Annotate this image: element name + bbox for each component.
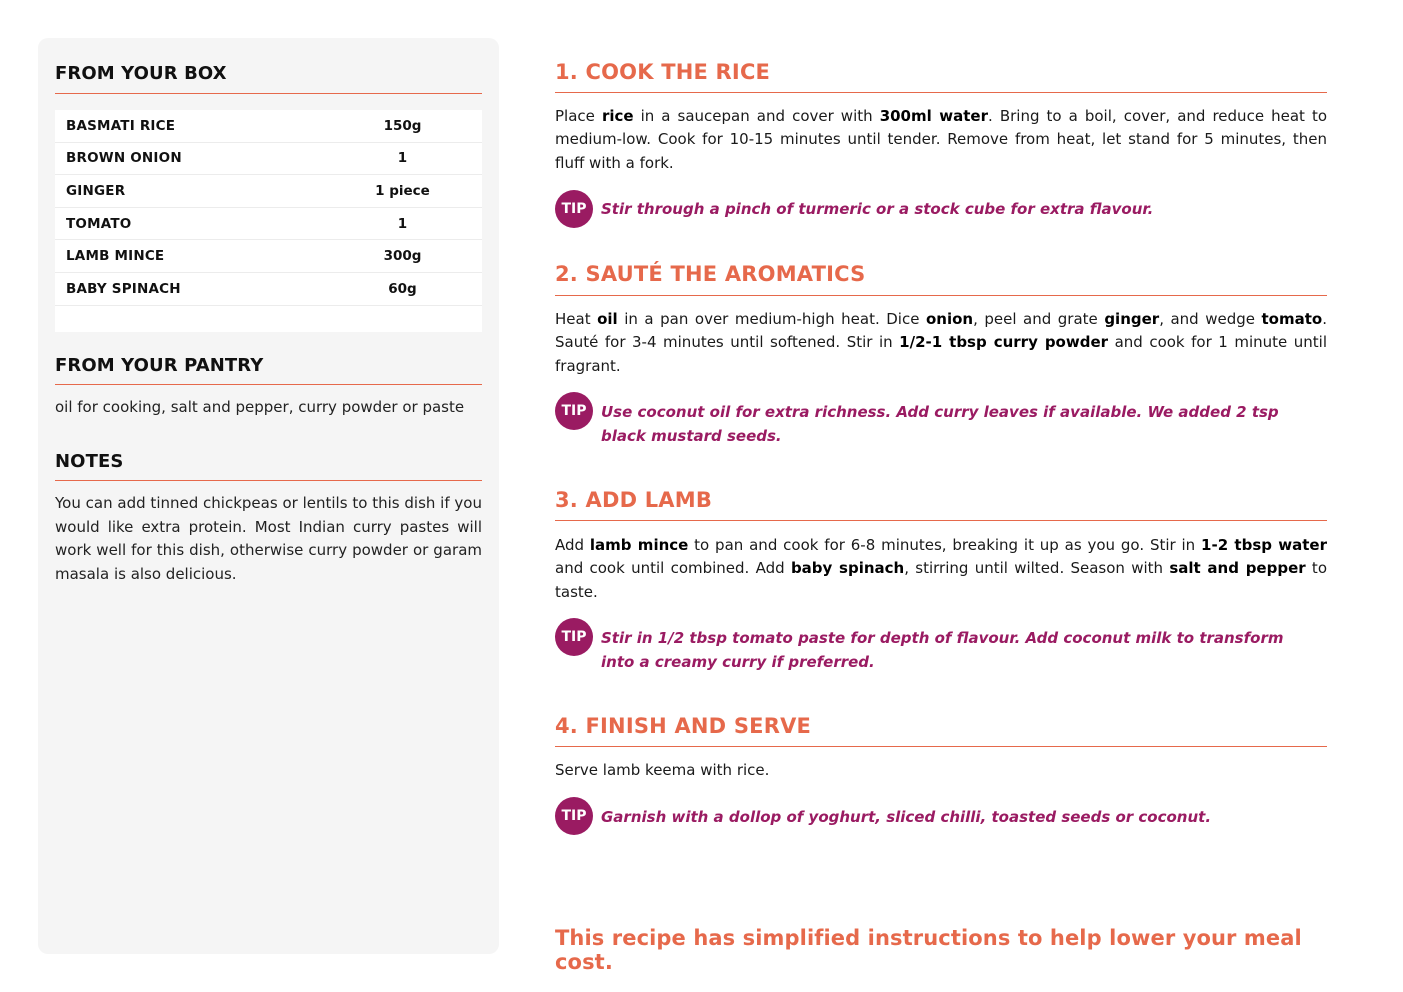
bold-ingredient: ginger bbox=[1104, 310, 1160, 328]
step-body: Add lamb mince to pan and cook for 6-8 minutes, breaking it up as you go. Stir in 1-2 tbsp water and cook until combined. Add baby spinach, stirring until wilted. Season with salt and pepper to taste. bbox=[555, 536, 1328, 601]
heading-divider bbox=[55, 384, 482, 385]
tip-text: Stir through a pinch of turmeric or a stock cube for extra flavour. bbox=[601, 200, 1154, 218]
step-title: 2. SAUTÉ THE AROMATICS bbox=[555, 262, 866, 286]
step-title: 3. ADD LAMB bbox=[555, 488, 713, 512]
heading-divider bbox=[55, 480, 482, 481]
heading-divider bbox=[55, 93, 482, 94]
tip-text: Use coconut oil for extra richness. Add curry leaves if available. We added 2 tsp black mustard seeds. bbox=[601, 403, 1279, 445]
ingredient-table bbox=[55, 110, 482, 332]
ingredient-qty: 60g bbox=[388, 280, 417, 297]
tip-badge: TIP bbox=[555, 797, 593, 835]
bold-ingredient: 300ml water bbox=[879, 107, 988, 125]
bold-ingredient: 1/2-1 tbsp curry powder bbox=[899, 333, 1109, 352]
ingredient-name: BASMATI RICE bbox=[66, 117, 176, 134]
bold-ingredient: onion bbox=[925, 310, 974, 328]
bold-ingredient: oil bbox=[597, 310, 618, 328]
footer-note: This recipe has simplified instructions to help lower your meal cost. bbox=[555, 926, 1302, 974]
step-body: Serve lamb keema with rice. bbox=[555, 761, 770, 779]
step-body: Place rice in a saucepan and cover with 300ml water. Bring to a boil, cover, and reduce heat to medium-low. Cook for 10-15 minutes until tender. Remove from heat, let stand for 5 minutes, then fluff with a fork. bbox=[555, 107, 1328, 172]
ingredient-name: GINGER bbox=[66, 182, 126, 199]
tip-badge: TIP bbox=[555, 392, 593, 430]
ingredient-row bbox=[55, 175, 482, 208]
bold-ingredient: rice bbox=[601, 107, 634, 125]
step-title: 1. COOK THE RICE bbox=[555, 60, 771, 84]
step-divider bbox=[555, 92, 1327, 93]
from-your-pantry-heading: FROM YOUR PANTRY bbox=[55, 355, 264, 376]
ingredient-name: BROWN ONION bbox=[66, 150, 182, 167]
bold-ingredient: tomato bbox=[1261, 310, 1323, 328]
ingredients-panel bbox=[38, 38, 499, 954]
pantry-text: oil for cooking, salt and pepper, curry powder or paste bbox=[55, 398, 465, 416]
bold-ingredient: salt and pepper bbox=[1169, 559, 1306, 578]
ingredient-row bbox=[55, 240, 482, 273]
ingredient-row bbox=[55, 110, 482, 143]
ingredient-qty: 1 bbox=[397, 215, 408, 232]
tip-text: Stir in 1/2 tbsp tomato paste for depth of flavour. Add coconut milk to transform into a creamy curry if preferred. bbox=[601, 629, 1284, 671]
bold-ingredient: baby spinach bbox=[790, 559, 905, 578]
step-title: 4. FINISH AND SERVE bbox=[555, 714, 812, 738]
notes-text: You can add tinned chickpeas or lentils to this dish if you would like extra protein. Most Indian curry pastes will work well for this dish, otherwise curry powder or garam masala is also delicious. bbox=[55, 494, 482, 583]
step-body: Heat oil in a pan over medium-high heat. Dice onion, peel and grate ginger, and wedge tomato. Sauté for 3-4 minutes until softened. Stir in 1/2-1 tbsp curry powder and cook for 1 minute until fragrant. bbox=[555, 310, 1328, 375]
ingredient-row bbox=[55, 273, 482, 306]
ingredient-row bbox=[55, 143, 482, 176]
step-divider bbox=[555, 746, 1327, 747]
ingredient-qty: 300g bbox=[383, 248, 422, 265]
tip-text: Garnish with a dollop of yoghurt, sliced chilli, toasted seeds or coconut. bbox=[601, 808, 1212, 826]
ingredient-name: TOMATO bbox=[66, 215, 132, 232]
method-column bbox=[555, 0, 1327, 992]
bold-ingredient: lamb mince bbox=[589, 536, 689, 554]
step-divider bbox=[555, 295, 1327, 296]
bold-ingredient: 1-2 tbsp water bbox=[1201, 536, 1328, 554]
ingredient-qty: 1 bbox=[397, 150, 408, 167]
ingredient-name: LAMB MINCE bbox=[66, 248, 165, 265]
ingredient-qty: 1 piece bbox=[375, 182, 430, 199]
ingredient-row bbox=[55, 208, 482, 241]
notes-heading: NOTES bbox=[55, 451, 124, 472]
from-your-box-heading: FROM YOUR BOX bbox=[55, 63, 227, 84]
step-divider bbox=[555, 520, 1327, 521]
ingredient-name: BABY SPINACH bbox=[66, 280, 181, 297]
tip-badge: TIP bbox=[555, 190, 593, 228]
tip-badge: TIP bbox=[555, 618, 593, 656]
ingredient-qty: 150g bbox=[383, 117, 422, 134]
